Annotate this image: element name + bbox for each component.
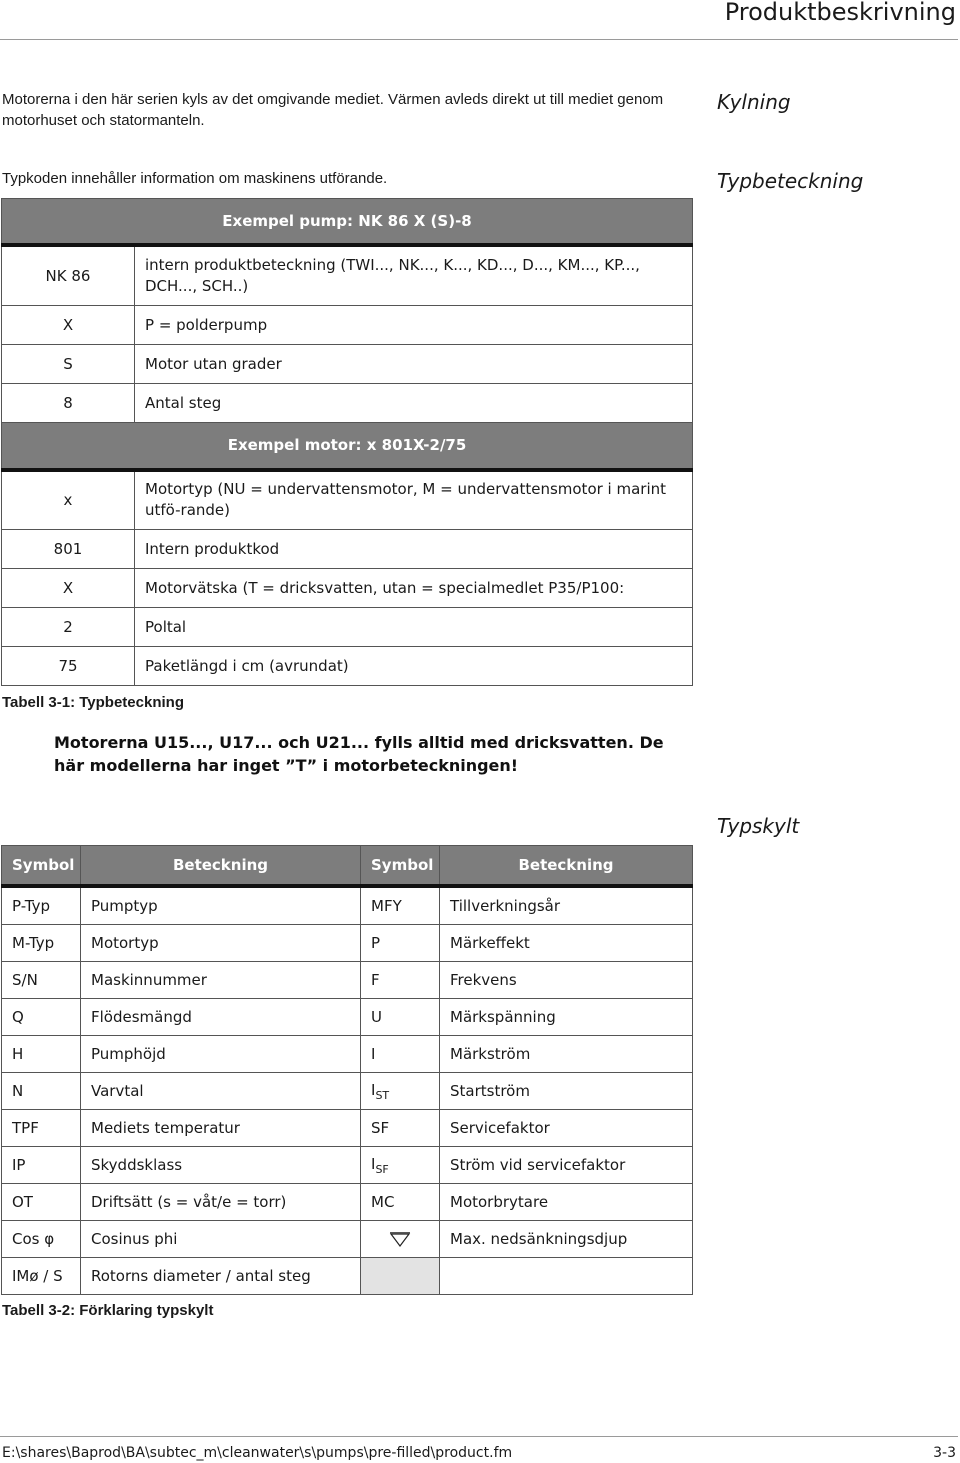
nameplate-header-row [2, 846, 693, 887]
cooling-heading: Kylning [717, 90, 791, 114]
symbol-text: MFY [371, 897, 402, 915]
table-row [2, 1110, 693, 1147]
description-cell: Maskinnummer [81, 962, 361, 999]
table-caption-3-1: Tabell 3-1: Typbeteckning [2, 694, 184, 711]
table-row [2, 608, 693, 647]
description-cell: Max. nedsänkningsdjup [440, 1221, 693, 1258]
table-row [2, 306, 693, 345]
dricksvatten-note: Motorerna U15..., U17... och U21... fylls alltid med dricksvatten. De här modellerna har inget ”T” i motorbeteckningen! [54, 733, 664, 775]
submersion-depth-icon [389, 1232, 411, 1248]
code-cell: 8 [2, 384, 135, 423]
table-row [2, 345, 693, 384]
column-header-symbol-1: Symbol [2, 846, 81, 887]
symbol-cell: S/N [2, 962, 81, 999]
header-rule [0, 39, 958, 40]
table-row [2, 569, 693, 608]
column-header-beteckning-1: Beteckning [81, 846, 361, 887]
table-row [2, 647, 693, 686]
description-cell: Tillverkningsår [440, 886, 693, 925]
symbol-text: MC [371, 1193, 395, 1211]
description-cell: Pumptyp [81, 886, 361, 925]
description-cell: Cosinus phi [81, 1221, 361, 1258]
desc-cell: Motor utan grader [135, 345, 693, 384]
table-row [2, 384, 693, 423]
symbol-cell [361, 1147, 440, 1184]
nameplate-table [1, 845, 693, 1295]
description-cell: Driftsätt (s = våt/e = torr) [81, 1184, 361, 1221]
table-row [2, 962, 693, 999]
footer-rule [0, 1436, 958, 1437]
nameplate-heading: Typskylt [717, 814, 800, 838]
symbol-subscript: ST [375, 1088, 390, 1102]
table-row [2, 470, 693, 530]
description-cell: Startström [440, 1073, 693, 1110]
symbol-cell: TPF [2, 1110, 81, 1147]
type-designation-heading: Typbeteckning [717, 169, 864, 193]
symbol-cell: Q [2, 999, 81, 1036]
description-cell: Varvtal [81, 1073, 361, 1110]
table-row [2, 886, 693, 925]
symbol-cell [361, 1221, 440, 1258]
description-cell: Motorbrytare [440, 1184, 693, 1221]
desc-cell: Motortyp (NU = undervattensmotor, M = undervattensmotor i marint utfö-rande) [135, 470, 693, 530]
column-header-beteckning-2: Beteckning [440, 846, 693, 887]
symbol-cell: P-Typ [2, 886, 81, 925]
symbol-cell: OT [2, 1184, 81, 1221]
code-cell: NK 86 [2, 245, 135, 306]
code-cell: X [2, 306, 135, 345]
description-cell: Flödesmängd [81, 999, 361, 1036]
table-row [2, 925, 693, 962]
symbol-cell: IMø / S [2, 1258, 81, 1295]
table-row [2, 1147, 693, 1184]
symbol-text: I [371, 1080, 376, 1099]
code-cell: 801 [2, 530, 135, 569]
description-cell: Märkström [440, 1036, 693, 1073]
symbol-cell [361, 962, 440, 999]
symbol-cell: N [2, 1073, 81, 1110]
desc-cell: Poltal [135, 608, 693, 647]
code-cell: X [2, 569, 135, 608]
desc-cell: Paketlängd i cm (avrundat) [135, 647, 693, 686]
table-row [2, 1221, 693, 1258]
code-cell: 75 [2, 647, 135, 686]
symbol-cell: Cos φ [2, 1221, 81, 1258]
desc-cell: Antal steg [135, 384, 693, 423]
description-cell: Rotorns diameter / antal steg [81, 1258, 361, 1295]
symbol-cell: H [2, 1036, 81, 1073]
symbol-text: I [371, 1045, 376, 1063]
symbol-cell [361, 886, 440, 925]
symbol-cell: M-Typ [2, 925, 81, 962]
desc-cell: Motorvätska (T = dricksvatten, utan = specialmedlet P35/P100: [135, 569, 693, 608]
table-row [2, 1184, 693, 1221]
description-cell: Pumphöjd [81, 1036, 361, 1073]
table-caption-3-2: Tabell 3-2: Förklaring typskylt [2, 1302, 214, 1319]
description-cell: Frekvens [440, 962, 693, 999]
symbol-text: I [371, 1154, 376, 1173]
description-cell: Märkspänning [440, 999, 693, 1036]
description-cell: Servicefaktor [440, 1110, 693, 1147]
cooling-text: Motorerna i den här serien kyls av det omgivande mediet. Värmen avleds direkt ut till mediet genom motorhuset och statormanteln. [2, 91, 664, 129]
page-title: Produktbeskrivning [724, 0, 956, 26]
symbol-text: P [371, 934, 381, 952]
footer-page-number: 3-3 [933, 1445, 956, 1461]
symbol-cell: IP [2, 1147, 81, 1184]
motor-example-header: Exempel motor: x 801X-2/75 [2, 423, 693, 470]
table-row [2, 1036, 693, 1073]
description-cell: Skyddsklass [81, 1147, 361, 1184]
symbol-subscript: SF [375, 1162, 389, 1176]
table-row [2, 530, 693, 569]
type-designation-table [1, 198, 693, 686]
description-cell [440, 1258, 693, 1295]
code-cell: S [2, 345, 135, 384]
symbol-cell [361, 1036, 440, 1073]
code-cell: 2 [2, 608, 135, 647]
description-cell: Mediets temperatur [81, 1110, 361, 1147]
pump-example-header-row [2, 199, 693, 245]
column-header-symbol-2: Symbol [361, 846, 440, 887]
symbol-cell [361, 1184, 440, 1221]
motor-example-header-row [2, 423, 693, 470]
symbol-text: SF [371, 1119, 390, 1137]
symbol-cell [361, 1073, 440, 1110]
description-cell: Märkeffekt [440, 925, 693, 962]
symbol-cell [361, 1258, 440, 1295]
description-cell: Motortyp [81, 925, 361, 962]
desc-cell: P = polderpump [135, 306, 693, 345]
table-row [2, 999, 693, 1036]
table-row [2, 245, 693, 306]
desc-cell: Intern produktkod [135, 530, 693, 569]
pump-example-header: Exempel pump: NK 86 X (S)-8 [2, 199, 693, 245]
type-designation-text: Typkoden innehåller information om maskinens utförande. [2, 170, 388, 187]
symbol-text: U [371, 1008, 382, 1026]
desc-cell: intern produktbeteckning (TWI..., NK..., K..., KD..., D..., KM..., KP..., DCH..., SCH..) [135, 245, 693, 306]
symbol-text: F [371, 971, 380, 989]
symbol-cell [361, 925, 440, 962]
symbol-cell [361, 1110, 440, 1147]
footer-file-path: E:\shares\Baprod\BA\subtec_m\cleanwater\s\pumps\pre-filled\product.fm [2, 1445, 513, 1461]
code-cell: x [2, 470, 135, 530]
table-row [2, 1258, 693, 1295]
description-cell: Ström vid servicefaktor [440, 1147, 693, 1184]
table-row [2, 1073, 693, 1110]
symbol-cell [361, 999, 440, 1036]
